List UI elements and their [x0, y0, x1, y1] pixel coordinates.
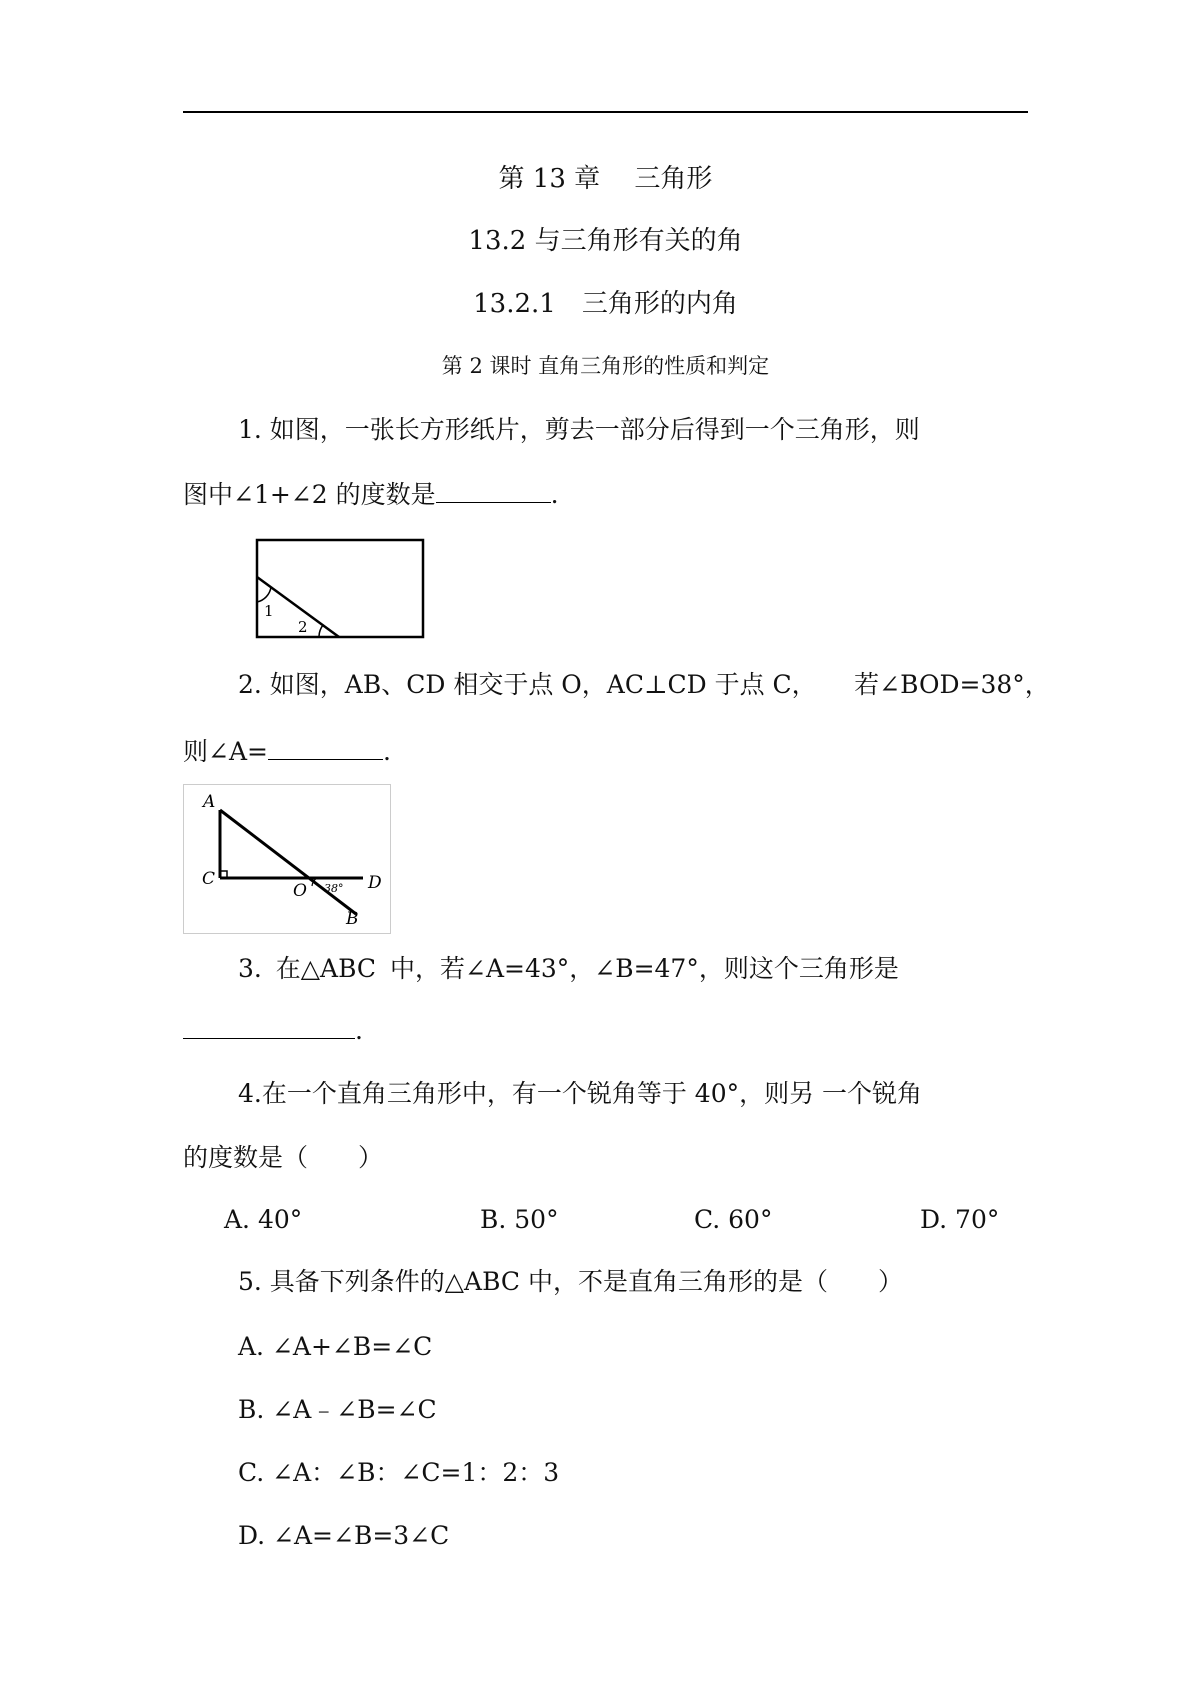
- q5-option-b[interactable]: B. ∠A﹣∠B=∠C: [238, 1395, 437, 1424]
- angle-1-arc: [257, 587, 271, 602]
- q5-option-d[interactable]: D. ∠A=∠B=3∠C: [238, 1521, 450, 1550]
- q3-line2: [183, 1012, 363, 1048]
- point-C-label: C: [202, 869, 216, 889]
- q4-line1: 4.在一个直角三角形中，有一个锐角等于 40°，则另 一个锐角: [238, 1079, 923, 1108]
- q3-answer-blank[interactable]: [183, 1012, 355, 1039]
- rectangle-paper: [257, 540, 423, 637]
- q4-option-d[interactable]: D. 70°: [920, 1205, 1000, 1234]
- section-title: 13.2 与三角形有关的角: [468, 226, 743, 256]
- point-D-label: D: [368, 873, 382, 893]
- lesson-title: 第 2 课时 直角三角形的性质和判定: [441, 354, 770, 378]
- q1-answer-blank[interactable]: [436, 476, 551, 503]
- q4-line2: 的度数是（ ）: [183, 1143, 384, 1172]
- q1-line1: 1. 如图，一张长方形纸片，剪去一部分后得到一个三角形，则: [238, 415, 920, 444]
- q1-line2-end: .: [550, 480, 559, 509]
- angle-38-label: 38°: [324, 882, 344, 895]
- q2-line2: [183, 733, 391, 769]
- q5-line1: 5. 具备下列条件的△ABC 中，不是直角三角形的是（ ）: [238, 1267, 903, 1296]
- point-B-label: B: [346, 909, 359, 929]
- q2-line1: 2. 如图，AB、CD 相交于点 O，AC⊥CD 于点 C， 若∠BOD=38°，: [238, 670, 1050, 699]
- q4-option-c[interactable]: C. 60°: [694, 1205, 773, 1234]
- subsection-title: 13.2.1 三角形的内角: [473, 289, 738, 319]
- q5-option-a[interactable]: A. ∠A+∠B=∠C: [238, 1332, 433, 1361]
- q5-option-c[interactable]: C. ∠A：∠B：∠C=1：2：3: [238, 1458, 560, 1487]
- q4-option-a[interactable]: A. 40°: [224, 1205, 303, 1234]
- q2-line2-text: 则∠A=: [183, 737, 268, 766]
- point-O-label: O: [293, 881, 307, 901]
- q2-figure: [183, 784, 393, 936]
- point-A-label: A: [203, 792, 216, 812]
- q2-line2-end: .: [382, 737, 391, 766]
- segment-AB: [220, 810, 356, 914]
- q3-line2-end: .: [355, 1016, 363, 1045]
- angle-1-label: 1: [264, 602, 274, 620]
- q1-figure: [255, 538, 430, 643]
- q4-option-b[interactable]: B. 50°: [480, 1205, 559, 1234]
- angle-2-label: 2: [298, 618, 308, 636]
- chapter-title: 第 13 章 三角形: [498, 164, 713, 194]
- q1-line2-text: 图中∠1+∠2 的度数是: [183, 480, 436, 509]
- q3-line1: 3. 在△ABC 中，若∠A=43°，∠B=47°，则这个三角形是: [238, 954, 899, 983]
- top-rule: [183, 111, 1028, 113]
- angle-2-arc: [319, 625, 323, 637]
- q1-line2: [183, 476, 559, 512]
- q2-answer-blank[interactable]: [268, 733, 383, 760]
